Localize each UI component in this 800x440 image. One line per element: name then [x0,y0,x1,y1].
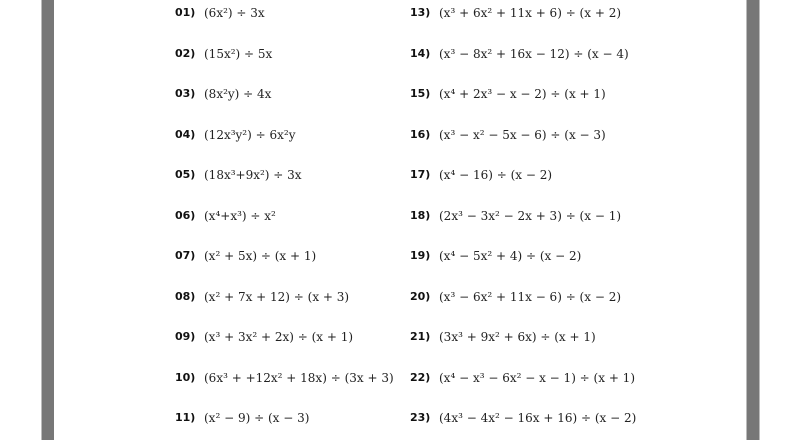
problem-expression: (x⁴ + 2x³ − x − 2) ÷ (x + 1) [439,87,606,101]
problem-number: 15) [410,87,431,100]
problem-number: 09) [175,330,196,343]
problem-expression: (6x²) ÷ 3x [204,6,265,20]
right-page-border [746,0,760,440]
problem-expression: (x⁴ − 5x² + 4) ÷ (x − 2) [439,249,582,263]
problem-number: 08) [175,289,196,303]
problem-item [410,245,740,267]
problem-item [410,326,740,348]
problem-number: 01) [175,6,196,19]
problem-expression: (x³ − x² − 5x − 6) ÷ (x − 3) [439,127,606,142]
problem-expression: (x³ − 8x² + 16x − 12) ÷ (x − 4) [439,46,629,61]
problem-expression: (x² + 5x) ÷ (x + 1) [204,249,317,263]
problem-number: 23) [410,411,431,424]
problem-number: 13) [410,6,431,19]
problem-expression: (12x³y²) ÷ 6x²y [204,127,296,142]
problem-expression: (3x³ + 9x² + 6x) ÷ (x + 1) [439,330,596,344]
problem-expression: (x³ + 3x² + 2x) ÷ (x + 1) [204,330,354,344]
problem-expression: (2x³ − 3x² − 2x + 3) ÷ (x − 1) [439,208,622,223]
problem-expression: (x³ + 6x² + 11x + 6) ÷ (x + 2) [439,6,622,20]
problem-number: 16) [410,127,431,141]
problem-number: 11) [175,411,196,424]
problem-expression: (x⁴ − x³ − 6x² − x − 1) ÷ (x + 1) [439,370,636,385]
problem-item [410,124,740,146]
worksheet-page [54,0,746,440]
problem-number: 22) [410,370,431,384]
problem-expression: (15x²) ÷ 5x [204,46,273,61]
problem-number: 02) [175,46,196,60]
problem-number: 05) [175,168,196,181]
problem-expression: (x⁴ − 16) ÷ (x − 2) [439,168,553,182]
problem-expression: (x³ − 6x² + 11x − 6) ÷ (x − 2) [439,289,622,304]
problem-number: 03) [175,87,196,100]
problem-number: 17) [410,168,431,181]
problem-expression: (x⁴+x³) ÷ x² [204,208,276,223]
problem-item [410,2,740,24]
problem-number: 18) [410,208,431,222]
problem-expression: (18x³+9x²) ÷ 3x [204,168,302,182]
problem-number: 19) [410,249,431,262]
problem-item [410,407,740,429]
problem-item [410,164,740,186]
problem-number: 20) [410,289,431,303]
problem-item [410,43,740,65]
problem-expression: (x² − 9) ÷ (x − 3) [204,411,310,425]
problem-item [410,367,740,389]
problem-expression: (x² + 7x + 12) ÷ (x + 3) [204,289,350,304]
problem-expression: (4x³ − 4x² − 16x + 16) ÷ (x − 2) [439,411,637,425]
problem-number: 07) [175,249,196,262]
problem-number: 04) [175,127,196,141]
problem-number: 06) [175,208,196,222]
problem-number: 14) [410,46,431,60]
problem-item [410,286,740,308]
left-page-border [41,0,55,440]
problem-expression: (6x³ + +12x² + 18x) ÷ (3x + 3) [204,370,394,385]
problem-number: 10) [175,370,196,384]
problem-item [410,205,740,227]
problem-item [410,83,740,105]
problem-expression: (8x²y) ÷ 4x [204,87,272,101]
problem-number: 21) [410,330,431,343]
